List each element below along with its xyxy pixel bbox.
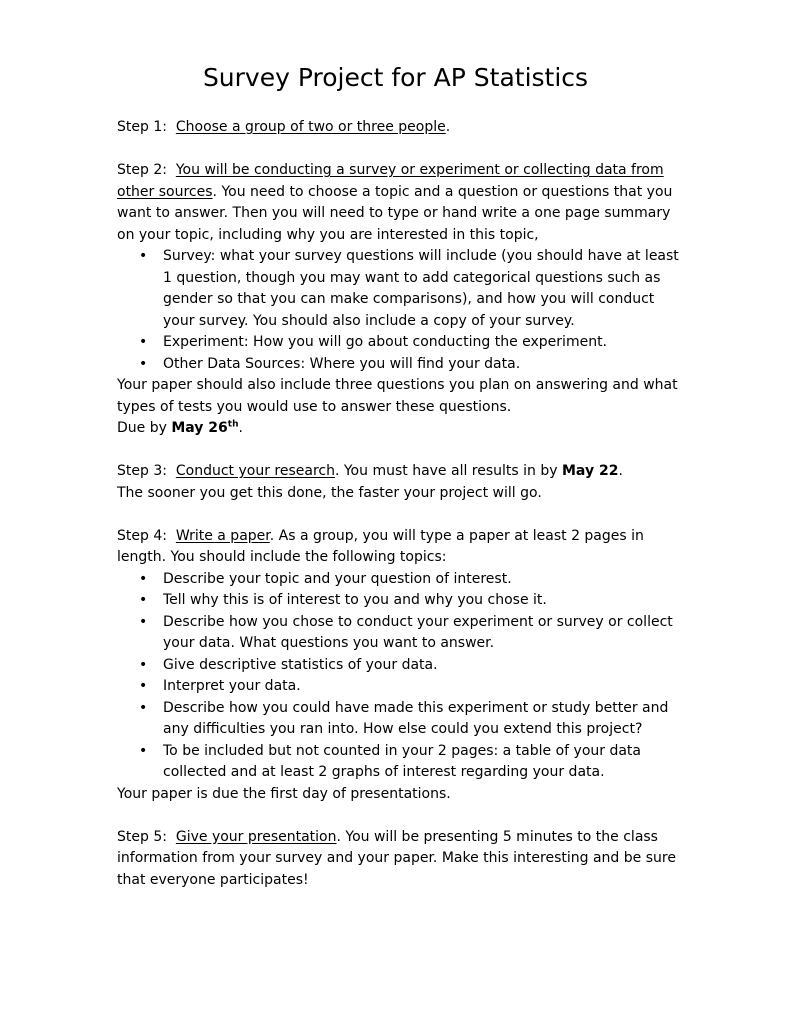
step-4-label: Step 4: — [117, 527, 167, 544]
list-item: • Other Data Sources: Where you will find your data. — [163, 354, 687, 376]
list-item: • Describe your topic and your question of interest. — [163, 569, 687, 591]
list-item: • Tell why this is of interest to you and why you chose it. — [163, 590, 687, 612]
list-item: • To be included but not counted in your 2 pages: a table of your data collected and at least 2 graphs of interest regarding your data. — [139, 742, 641, 780]
step-1 — [117, 117, 687, 139]
step-2-heading: You will be conducting a survey or experiment or collecting data from other sources — [117, 162, 664, 200]
due-date: May 26th — [171, 419, 239, 436]
step-2-due: Due by May 26th. — [117, 419, 243, 436]
bullet-icon: • — [139, 355, 148, 372]
results-date: May 22 — [562, 463, 619, 479]
step-4: Step 4: Write a paper. As a group, you will type a paper at least 2 pages in length. You should include the following topics: — [117, 527, 644, 565]
step-4-closing: Your paper is due the first day of presentations. — [117, 785, 451, 802]
list-item: • Give descriptive statistics of your data. — [163, 655, 687, 677]
step-4-heading: Write a paper — [175, 527, 270, 544]
document-body — [117, 117, 687, 891]
step-5-label: Step 5: — [117, 828, 167, 845]
step-2-text: . You need to choose a topic and a question or questions that you want to answer. Then you will need to type or hand write a one page summary on your topic, including why you are interested in this topic, — [117, 183, 673, 243]
step-3-line-2: The sooner you get this done, the faster your project will go. — [117, 484, 542, 501]
step-3-heading: Conduct your research — [175, 463, 335, 479]
document-title: Survey Project for AP Statistics — [202, 63, 589, 92]
bullet-icon: • — [139, 613, 148, 630]
bullet-icon: • — [139, 570, 148, 587]
step-5-heading: Give your presentation — [175, 828, 337, 845]
step-2 — [117, 160, 687, 246]
bullet-icon: • — [139, 656, 148, 673]
step-2-bullet-list — [117, 246, 687, 375]
list-item: • Describe how you could have made this experiment or study better and any difficulties you ran into. How else could you extend this project? — [139, 699, 669, 737]
bullet-icon: • — [139, 592, 148, 608]
step-2-label: Step 2: — [117, 162, 167, 178]
list-item: • Survey: what your survey questions will include (you should have at least 1 question, though you may want to add categorical questions such as gender so that you can make comparisons), and how you will conduct your survey. You should also include a copy of your survey. — [139, 248, 679, 329]
step-3: Step 3: Conduct your research. You must have all results in by May 22. — [117, 463, 623, 479]
list-item: • Experiment: How you will go about conducting the experiment. — [163, 332, 687, 354]
bullet-icon: • — [139, 742, 148, 759]
list-item: • Interpret your data. — [163, 676, 687, 698]
step-3-label: Step 3: — [117, 463, 167, 479]
step-2-closing: Your paper should also include three questions you plan on answering and what types of tests you would use to answer these questions. — [117, 377, 678, 415]
bullet-icon: • — [139, 678, 148, 694]
step-5: Step 5: Give your presentation. You will be presenting 5 minutes to the class information from your survey and your paper. Make this interesting and be sure that everyone participates! — [117, 828, 676, 888]
step-1-label: Step 1: — [117, 119, 167, 135]
list-item: • Describe how you chose to conduct your experiment or survey or collect your data. What questions you want to answer. — [139, 613, 673, 651]
step-1-text: . — [445, 119, 451, 135]
step-4-bullet-list — [117, 569, 687, 784]
step-1-heading: Choose a group of two or three people — [175, 119, 446, 135]
bullet-icon: • — [139, 248, 148, 264]
bullet-icon: • — [139, 699, 148, 716]
bullet-icon: • — [139, 334, 148, 350]
